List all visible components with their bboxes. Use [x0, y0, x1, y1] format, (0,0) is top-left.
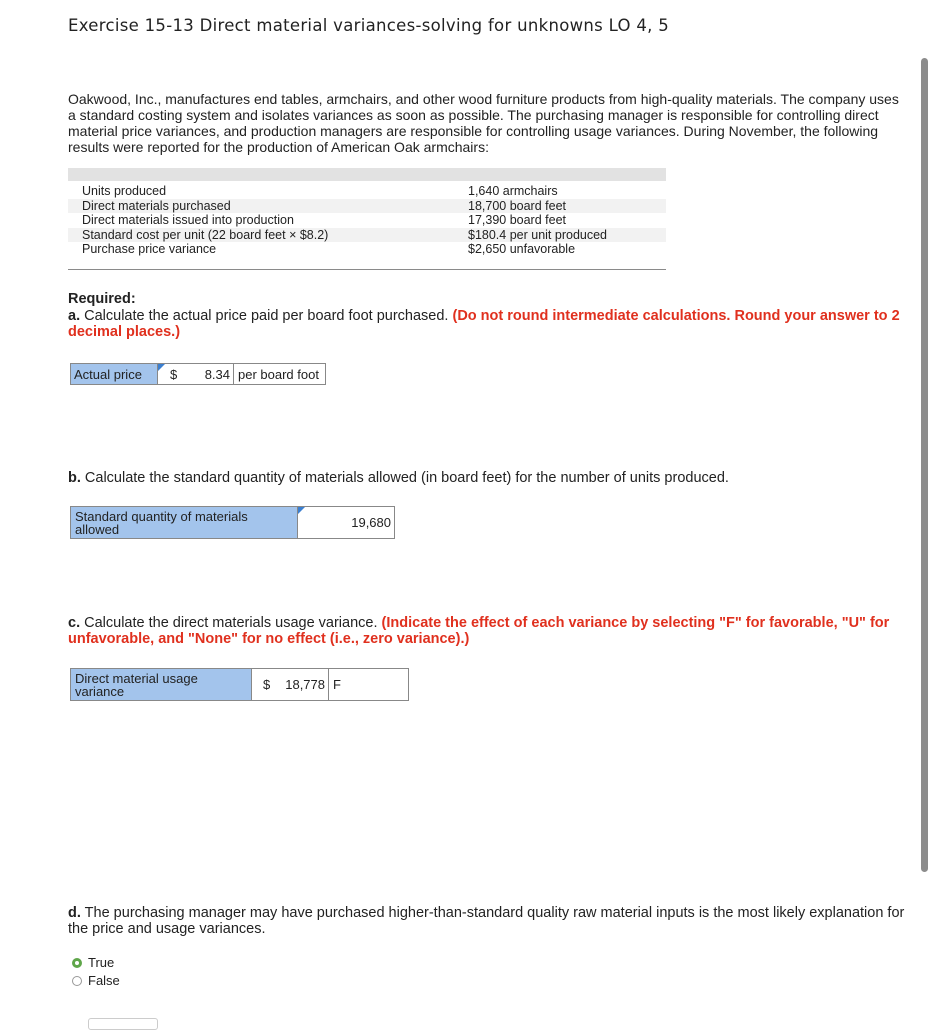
table-row [68, 228, 666, 243]
problem-description: Oakwood, Inc., manufactures end tables, armchairs, and other wood furniture products from high-quality materials. The company uses a standard costing system and isolates variances as soon as possible. The purchasing manager is responsible for controlling direct material price variances, and production managers are responsible for controlling usage variances. During November, the following results were reported for the production of American Oak armchairs: [68, 91, 899, 155]
row-value: $180.4 per unit produced [468, 227, 607, 242]
instruction-note: (Do not round intermediate calculations. Round your answer to 2 decimal places.) [68, 308, 900, 340]
row-label: Direct materials issued into production [82, 213, 294, 227]
input-value: 19,680 [351, 515, 391, 530]
table-row [68, 199, 666, 214]
row-label: Direct materials purchased [82, 198, 231, 213]
row-label: Standard cost per unit (22 board feet × $8.2) [82, 227, 329, 242]
instruction-note: (Indicate the effect of each variance by selecting "F" for favorable, "U" for unfavorable, and "None" for no effect (i.e., zero variance).) [68, 615, 890, 647]
currency-symbol: $ [170, 366, 178, 382]
input-value: 8.34 [204, 366, 230, 382]
table-row [68, 242, 666, 257]
input-value: 18,778 [285, 677, 325, 692]
table-row [68, 213, 666, 228]
table-row [68, 184, 666, 199]
answer-label: Direct material usage variance [71, 669, 252, 700]
option-false[interactable] [72, 973, 120, 988]
table-header-bar [68, 168, 666, 181]
question-d [68, 905, 908, 937]
row-value: 17,390 board feet [468, 213, 566, 227]
table-body [68, 181, 666, 257]
question-b [68, 470, 908, 486]
question-letter: d. [68, 905, 81, 921]
question-letter: c. [68, 615, 81, 631]
question-letter: a. [68, 308, 81, 324]
radio-selected-icon[interactable] [72, 958, 82, 968]
row-value: 1,640 armchairs [468, 184, 558, 198]
question-letter: b. [68, 470, 81, 486]
question-text: Calculate the direct materials usage variance. [84, 615, 378, 631]
currency-symbol: $ [263, 677, 271, 692]
page-title: Exercise 15-13 Direct material variances-solving for unknowns LO 4, 5 [68, 16, 670, 35]
vertical-scrollbar[interactable] [921, 58, 928, 872]
radio-unselected-icon[interactable] [72, 976, 82, 986]
question-a [68, 308, 908, 340]
answer-label: Actual price [71, 364, 158, 384]
answer-row-c [70, 668, 409, 701]
selected-effect: F [333, 677, 341, 692]
row-label: Units produced [82, 184, 167, 198]
option-label: False [88, 973, 120, 988]
usage-variance-input[interactable] [252, 669, 329, 700]
question-text: Calculate the standard quantity of materials allowed (in board feet) for the number of units produced. [84, 470, 729, 486]
row-value: 18,700 board feet [468, 198, 566, 213]
required-heading: Required: [68, 291, 136, 307]
table-footer-rule [68, 269, 666, 271]
unit-label: per board foot [238, 366, 319, 382]
row-label: Purchase price variance [82, 242, 217, 256]
answer-row-b [70, 506, 395, 539]
effect-select[interactable] [329, 669, 341, 700]
given-data-table [68, 168, 666, 271]
question-text: Calculate the actual price paid per board foot purchased. [84, 308, 449, 324]
question-text: The purchasing manager may have purchased higher-than-standard quality raw material inputs is the most likely explanation for the price and usage variances. [68, 905, 905, 937]
option-label: True [88, 955, 115, 970]
option-true[interactable] [72, 955, 114, 970]
standard-quantity-input[interactable] [298, 507, 394, 538]
bottom-button[interactable] [88, 1018, 158, 1030]
actual-price-input[interactable] [158, 364, 234, 384]
answer-label: Standard quantity of materials allowed [71, 507, 298, 538]
answer-row-a [70, 363, 326, 385]
question-c [68, 615, 908, 647]
row-value: $2,650 unfavorable [468, 242, 576, 256]
